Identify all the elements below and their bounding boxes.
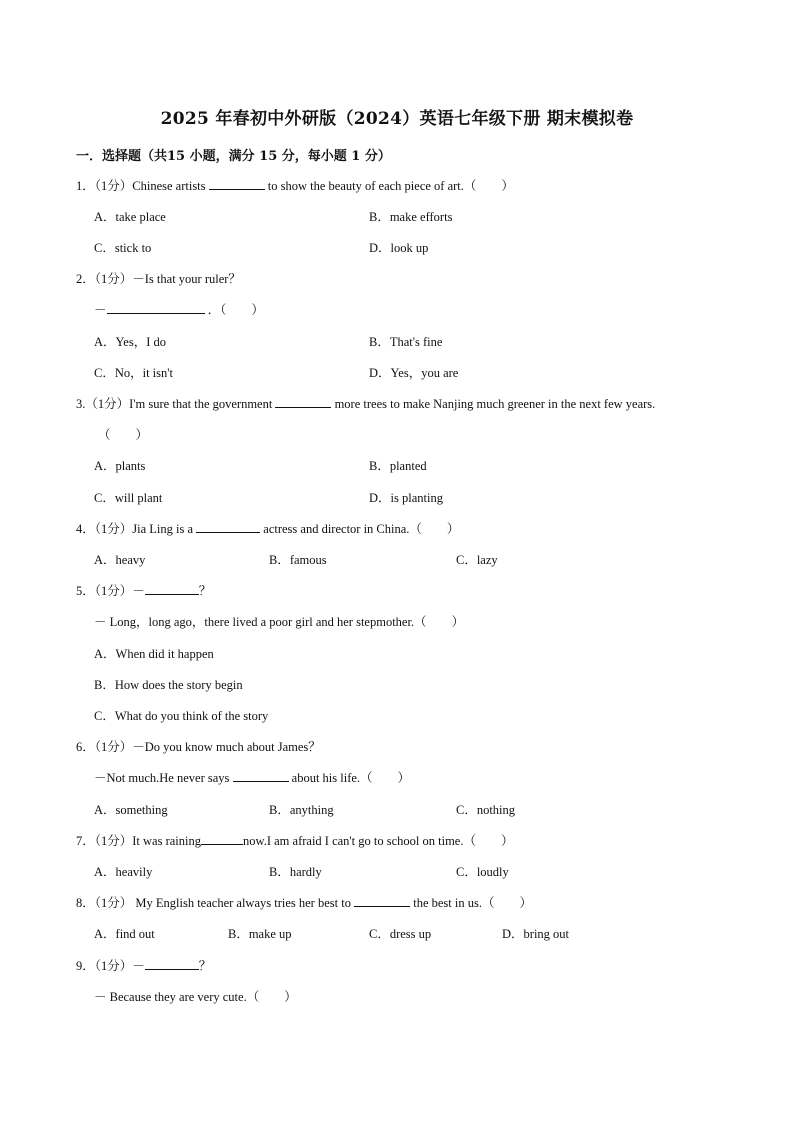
option-b[interactable]: B．make efforts bbox=[369, 210, 453, 224]
question-text: actress and director in China.（ ） bbox=[263, 522, 460, 536]
option-a[interactable]: A．heavy bbox=[94, 553, 146, 567]
question-9-line2: － Because they are very cute.（ ） bbox=[94, 990, 297, 1004]
option-d[interactable]: D．is planting bbox=[369, 491, 443, 505]
question-4 bbox=[76, 519, 459, 537]
option-d[interactable]: D．Yes，you are bbox=[369, 366, 459, 380]
question-text: －Do you know much about James？ bbox=[132, 740, 321, 754]
question-5-line2: － Long，long ago，there lived a poor girl and her stepmother.（ ） bbox=[94, 615, 465, 629]
question-text: now.I am afraid I can't go to school on time.（ ） bbox=[243, 834, 514, 848]
option-b[interactable]: B．planted bbox=[369, 459, 427, 473]
answer-blank bbox=[107, 303, 205, 314]
option-a[interactable]: A．take place bbox=[94, 210, 166, 224]
question-7 bbox=[76, 831, 513, 849]
answer-blank bbox=[233, 771, 289, 782]
answer-blank bbox=[145, 959, 199, 970]
option-a[interactable]: A．heavily bbox=[94, 865, 153, 879]
question-2 bbox=[76, 269, 241, 287]
answer-blank bbox=[354, 896, 410, 907]
option-c[interactable]: C．No，it isn't bbox=[94, 366, 173, 380]
question-8 bbox=[76, 893, 532, 911]
option-c[interactable]: C．What do you think of the story bbox=[94, 709, 269, 723]
question-number: 9．（1分） bbox=[76, 959, 133, 973]
option-d[interactable]: D．bring out bbox=[502, 927, 570, 941]
option-b[interactable]: B．make up bbox=[228, 927, 292, 941]
option-a[interactable]: A．When did it happen bbox=[94, 647, 214, 661]
question-text: Jia Ling is a bbox=[132, 522, 194, 536]
question-number: 8．（1分） bbox=[76, 896, 133, 910]
question-text: the best in us.（ ） bbox=[413, 896, 532, 910]
option-a[interactable]: A．something bbox=[94, 803, 168, 817]
option-c[interactable]: C．will plant bbox=[94, 491, 163, 505]
exam-title: 2025 年春初中外研版（2024）英语七年级下册 期末模拟卷 bbox=[160, 109, 634, 129]
question-number: 3.（1分） bbox=[76, 397, 130, 411]
option-b[interactable]: B．anything bbox=[269, 803, 334, 817]
question-5: 5．（1分）－ ？ bbox=[76, 584, 212, 598]
option-c[interactable]: C．nothing bbox=[456, 803, 516, 817]
question-text: It was raining bbox=[132, 834, 201, 848]
question-text: I'm sure that the government bbox=[129, 397, 273, 411]
question-6 bbox=[76, 737, 321, 755]
question-number: 1．（1分） bbox=[76, 179, 133, 193]
option-b[interactable]: B．hardly bbox=[269, 865, 322, 879]
question-text: －Is that your ruler？ bbox=[132, 272, 241, 286]
question-6-line2: －Not much.He never says about his life.（ ） bbox=[94, 771, 411, 785]
question-1 bbox=[76, 176, 514, 194]
answer-blank bbox=[196, 522, 260, 533]
answer-blank bbox=[209, 179, 265, 190]
question-9: 9．（1分）－ ？ bbox=[76, 959, 212, 973]
option-c[interactable]: C．dress up bbox=[369, 927, 432, 941]
question-2-line2: － ．（ ） bbox=[94, 303, 264, 317]
option-c[interactable]: C．loudly bbox=[456, 865, 509, 879]
option-c[interactable]: C．stick to bbox=[94, 241, 152, 255]
question-number: 7．（1分） bbox=[76, 834, 133, 848]
question-number: 4．（1分） bbox=[76, 522, 133, 536]
answer-blank bbox=[201, 834, 243, 845]
answer-paren: （ ） bbox=[98, 428, 149, 442]
question-3 bbox=[76, 394, 655, 412]
option-b[interactable]: B．famous bbox=[269, 553, 327, 567]
section-heading: 一．选择题（共15 小题，满分 15 分，每小题 1 分） bbox=[76, 149, 391, 164]
answer-blank bbox=[145, 584, 199, 595]
option-d[interactable]: D．look up bbox=[369, 241, 429, 255]
question-text: My English teacher always tries her best to bbox=[135, 896, 351, 910]
question-number: 2．（1分） bbox=[76, 272, 133, 286]
question-text: Chinese artists bbox=[132, 179, 206, 193]
answer-blank bbox=[275, 397, 331, 408]
question-number: 5．（1分） bbox=[76, 584, 133, 598]
question-text: to show the beauty of each piece of art.（ ） bbox=[267, 179, 514, 193]
question-number: 6．（1分） bbox=[76, 740, 133, 754]
option-c[interactable]: C．lazy bbox=[456, 553, 498, 567]
option-b[interactable]: B．How does the story begin bbox=[94, 678, 243, 692]
option-a[interactable]: A．Yes，I do bbox=[94, 335, 167, 349]
option-b[interactable]: B．That's fine bbox=[369, 335, 443, 349]
question-text: more trees to make Nanjing much greener in the next few years. bbox=[334, 397, 656, 411]
option-a[interactable]: A．plants bbox=[94, 459, 146, 473]
option-a[interactable]: A．find out bbox=[94, 927, 155, 941]
